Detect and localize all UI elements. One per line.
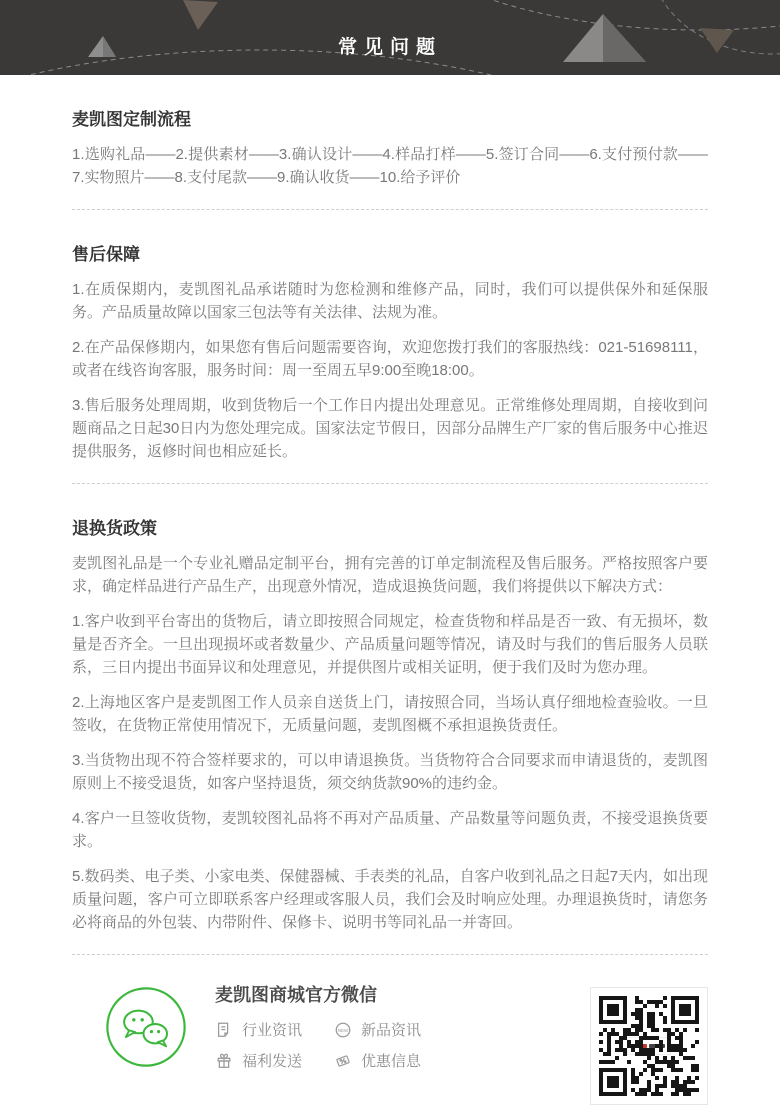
wechat-feature-discount-info (334, 1050, 421, 1071)
return-policy-item: 2.上海地区客户是麦凯图工作人员亲自送货上门，请按照合同，当场认真仔细地检查验收。一旦签收，在货物正常使用情况下，无质量问题，麦凯图概不承担退换货责任。 (72, 694, 708, 734)
section-heading-return-policy: 退换货政策 (72, 519, 157, 538)
wechat-feature-label: 福利发送 (242, 1053, 303, 1070)
section-heading-aftersale: 售后保障 (72, 245, 140, 264)
wechat-feature-label: 行业资讯 (242, 1022, 303, 1039)
return-policy-intro: 麦凯图礼品是一个专业礼赠品定制平台，拥有完善的订单定制流程及售后服务。严格按照客户要求，确定样品进行产品生产，出现意外情况，造成退换货问题，我们将提供以下解决方式： (72, 555, 708, 595)
wechat-icon (104, 985, 188, 1069)
wechat-footer (0, 955, 780, 1105)
return-policy-item: 3.当货物出现不符合签样要求的，可以申请退换货。当货物符合合同要求而申请退货的，麦凯图原则上不接受退货，如客户坚持退货，须交纳货款90%的违约金。 (72, 752, 708, 792)
qr-finder-icon (599, 996, 627, 1024)
wechat-feature-industry-news (215, 1019, 302, 1040)
aftersale-item: 2.在产品保修期内，如果您有售后问题需要咨询，欢迎您拨打我们的客服热线：021-51698111，或者在线咨询客服，服务时间：周一至周五早9:00至晚18:00。 (72, 339, 708, 379)
wechat-account-title: 麦凯图商城官方微信 (215, 985, 377, 1005)
section-divider (72, 209, 708, 210)
wechat-feature-label: 优惠信息 (361, 1053, 422, 1070)
wechat-info (215, 981, 421, 1071)
section-divider (72, 483, 708, 484)
news-doc-icon (215, 1021, 233, 1039)
wechat-feature-label: 新品资讯 (361, 1022, 422, 1039)
wechat-feature-new-products (334, 1019, 421, 1040)
svg-text:NEW: NEW (337, 1027, 349, 1033)
aftersale-item: 1.在质保期内，麦凯图礼品承诺随时为您检测和维修产品，同时，我们可以提供保外和延保服务。产品质量故障以国家三包法等有关法律、法规为准。 (72, 281, 708, 321)
return-policy-item: 5.数码类、电子类、小家电类、保健器械、手表类的礼品，自客户收到礼品之日起7天内，如出现质量问题，客户可立即联系客户经理或客服人员，我们会及时响应处理。办理退换货时，请您务必将商品的外包装、内带附件、保修卡、说明书等同礼品一并寄回。 (72, 868, 708, 931)
gift-icon (215, 1052, 233, 1070)
qr-finder-icon (599, 1068, 627, 1096)
aftersale-item: 3.售后服务处理周期，收到货物后一个工作日内提出处理意见。正常维修处理周期，自接收到问题商品之日起30日内为您处理完成。国家法定节假日，因部分品牌生产厂家的售后服务中心推迟提供服务，返修时间也相应延长。 (72, 397, 708, 460)
new-badge-icon (334, 1021, 352, 1039)
return-policy-item: 1.客户收到平台寄出的货物后，请立即按照合同规定，检查货物和样品是否一致、有无损坏，数量是否齐全。一旦出现损坏或者数量少、产品质量问题等情况，请及时与我们的售后服务人员联系，三日内提出书面异议和处理意见，并提供图片或相关证明，便于我们及时为您办理。 (72, 613, 708, 676)
decor-triangle-down-left (183, 0, 218, 30)
qr-finder-icon (671, 996, 699, 1024)
section-heading-process: 麦凯图定制流程 (72, 110, 191, 129)
qr-pattern (599, 996, 699, 1096)
wechat-feature-benefits (215, 1050, 302, 1071)
page-header (0, 0, 780, 75)
wechat-qr-code (590, 987, 708, 1105)
wechat-feature-list (215, 1019, 421, 1071)
content (0, 109, 780, 955)
page-title: 常见问题 (337, 37, 442, 58)
return-policy-item: 4.客户一旦签收货物，麦凯较图礼品将不再对产品质量、产品数量等问题负责，不接受退换货要求。 (72, 810, 708, 850)
coupon-icon (334, 1052, 352, 1070)
process-flow-text: 1.选购礼品——2.提供素材——3.确认设计——4.样品打样——5.签订合同——6.支付预付款——7.实物照片——8.支付尾款——9.确认收货——10.给予评价 (72, 146, 708, 186)
